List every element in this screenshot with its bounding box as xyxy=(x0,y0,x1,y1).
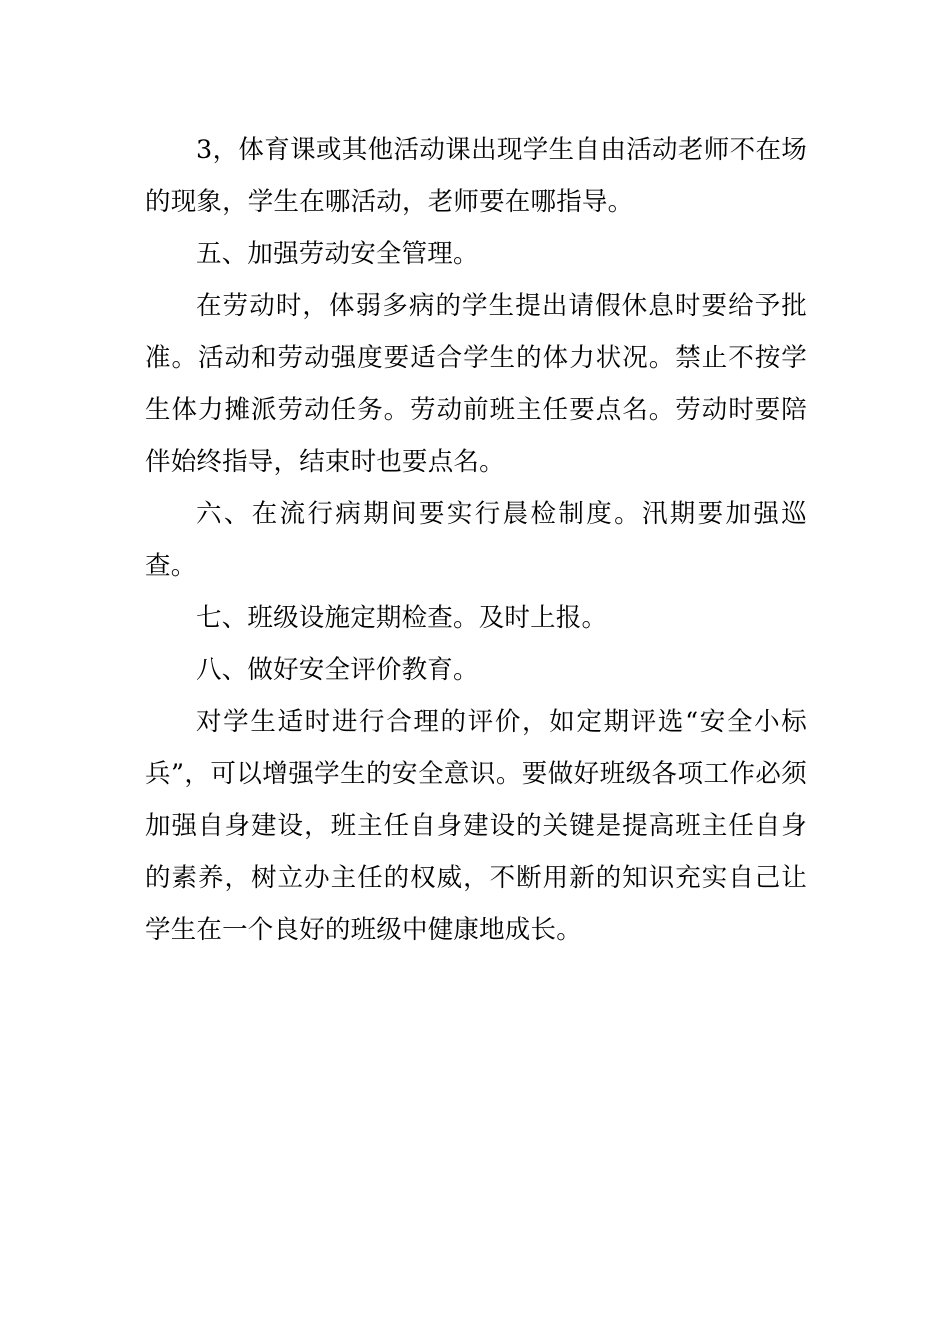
paragraph-safety-evaluation: 对学生适时进行合理的评价，如定期评选“安全小标兵”，可以增强学生的安全意识。要做好班级各项工作必须加强自身建设，班主任自身建设的关键是提高班主任自身的素养，树立办主任的权威，不断用新的知识充实自己让学生在一个良好的班级中健康地成长。 xyxy=(145,707,807,945)
paragraph-labor-rules: 在劳动时，体弱多病的学生提出请假休息时要给予批准。活动和劳动强度要适合学生的体力状况。禁止不按学生体力摊派劳动任务。劳动前班主任要点名。劳动时要陪伴始终指导，结束时也要点名。 xyxy=(145,291,807,477)
heading-epidemic-check: 六、在流行病期间要实行晨检制度。汛期要加强巡查。 xyxy=(145,499,807,581)
heading-labor-safety: 五、加强劳动安全管理。 xyxy=(196,239,479,269)
heading-safety-evaluation: 八、做好安全评价教育。 xyxy=(196,655,479,685)
paragraph-pe-class-supervision: 3，体育课或其他活动课出现学生自由活动老师不在场的现象，学生在哪活动，老师要在哪指导。 xyxy=(145,135,807,217)
document-body xyxy=(145,124,807,956)
heading-facility-check: 七、班级设施定期检查。及时上报。 xyxy=(196,603,608,633)
